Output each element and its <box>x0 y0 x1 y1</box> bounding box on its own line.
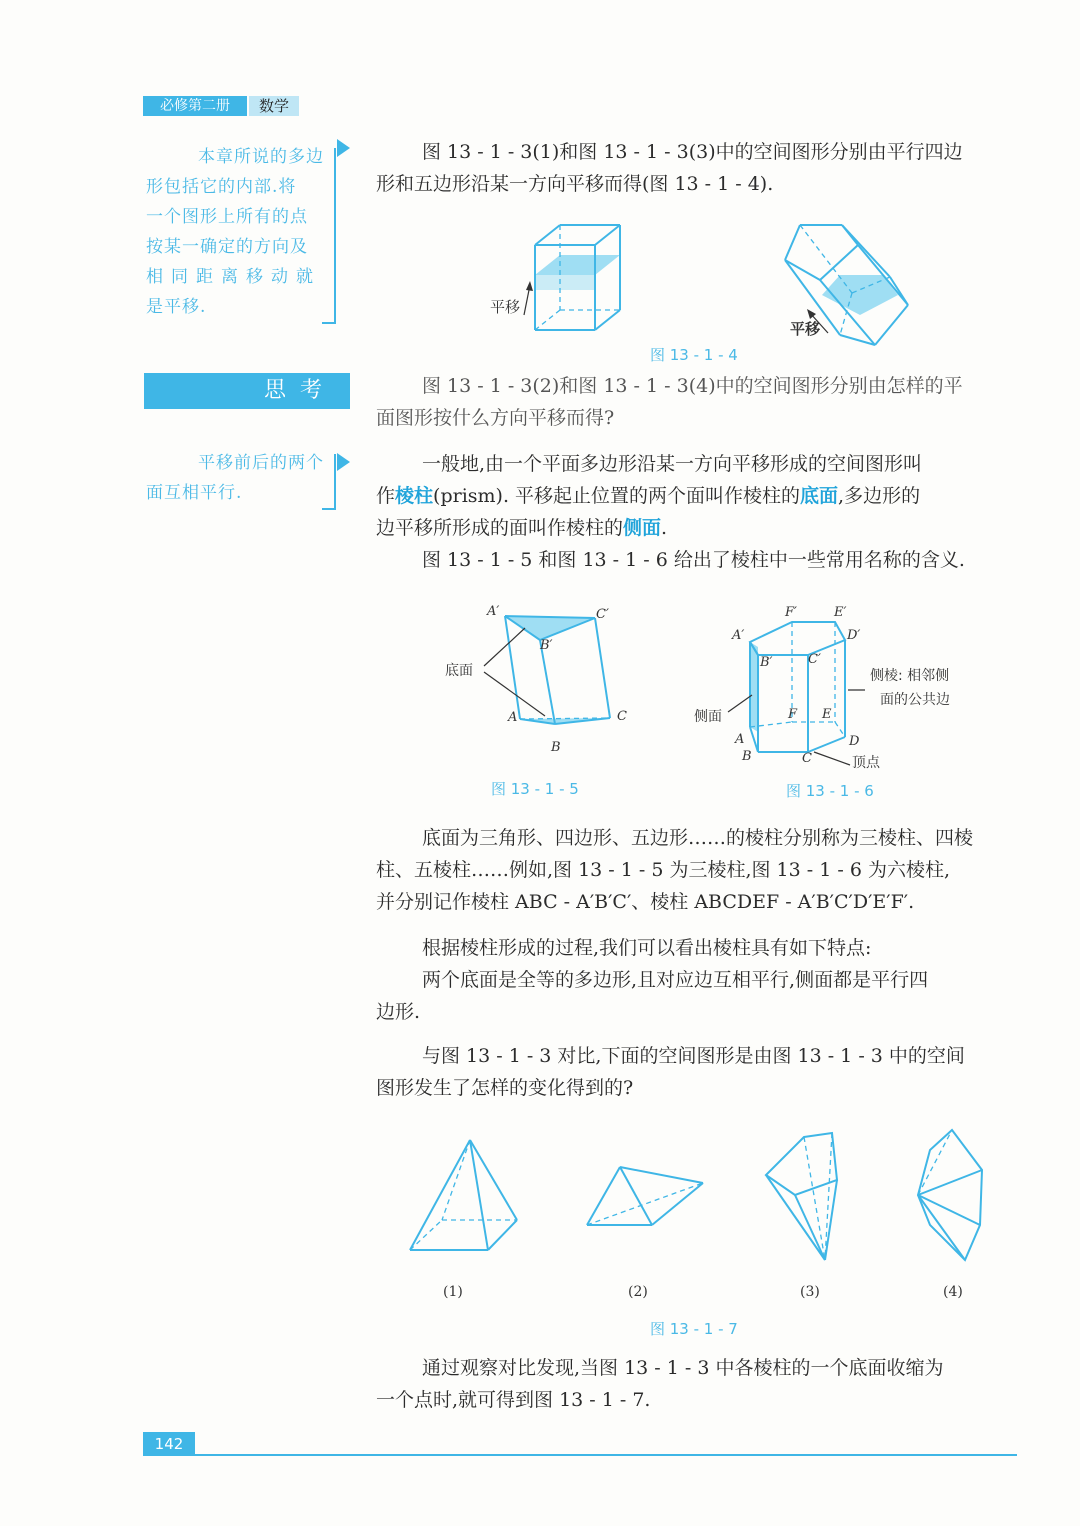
text: . <box>661 517 668 539</box>
vertex-label: B′ <box>540 638 553 653</box>
sidenote-line: 本章所说的多边 <box>198 147 324 167</box>
text-line: 通过观察对比发现,当图 13 - 1 - 3 中各棱柱的一个底面收缩为 <box>422 1357 944 1379</box>
vertex-label: A′ <box>732 628 745 643</box>
text-line: 与图 13 - 1 - 3 对比,下面的空间图形是由图 13 - 1 - 3 中的空间 <box>422 1045 965 1067</box>
text: 一般地,由一个平面多边形沿某一方向平移形成的空间图形叫 <box>422 453 923 475</box>
subfigure-label: (1) <box>443 1284 463 1300</box>
text-line: 根据棱柱形成的过程,我们可以看出棱柱具有如下特点: <box>422 937 872 959</box>
hexagonal-pyramid-shape <box>918 1130 982 1260</box>
vertex-label: B′ <box>760 655 773 670</box>
text-line: 面的公共边 <box>880 692 950 708</box>
vertex-label: C <box>617 709 627 724</box>
sidenote-line: 平移前后的两个 <box>198 453 324 473</box>
figure-caption: 图 13 - 1 - 4 <box>650 346 738 364</box>
sidenote-parallel <box>146 448 324 508</box>
think-heading: 思考 <box>144 373 350 409</box>
sidenote-pointer-icon <box>337 453 350 471</box>
vertex-label: C′ <box>808 652 821 667</box>
text-line: 形和五边形沿某一方向平移而得(图 13 - 1 - 4). <box>376 173 774 195</box>
book-title: 必修第二册 <box>143 96 247 116</box>
vertex-label: B <box>742 749 752 764</box>
vertex-label: D′ <box>847 628 861 643</box>
paragraph-names <box>376 822 1021 918</box>
text: 作 <box>376 485 396 507</box>
sidenote-translation <box>146 142 324 322</box>
label-translation-right: 平移 <box>790 320 821 338</box>
keyword-base: 底面 <box>800 485 839 507</box>
vertex-label: E <box>822 707 832 722</box>
sidenote-pointer-icon <box>337 139 350 157</box>
parallelepiped-shape <box>524 225 620 330</box>
label-base: 底面 <box>445 663 473 679</box>
paragraph-intro <box>376 136 1021 200</box>
text-line <box>376 544 1021 576</box>
figure-13-1-7-pyramids <box>400 1125 1000 1270</box>
vertex-label: A <box>735 732 745 747</box>
text-line: 侧棱: 相邻侧 <box>870 668 950 684</box>
label-translation-left: 平移 <box>490 298 521 316</box>
label-lateral-edge <box>870 664 950 712</box>
text-line: 图 13 - 1 - 3(1)和图 13 - 1 - 3(3)中的空间图形分别由平行四边 <box>422 141 963 163</box>
subfigure-label: (2) <box>628 1284 648 1300</box>
text-line: 面图形按什么方向平移而得? <box>376 407 615 429</box>
vertex-label: C <box>802 751 812 766</box>
vertex-label: A <box>508 710 518 725</box>
vertex-label: A′ <box>487 604 500 619</box>
triangular-pyramid-shape <box>587 1167 703 1225</box>
sidenote-line: 形包括它的内部.将 <box>146 177 297 197</box>
label-vertex: 顶点 <box>852 755 880 771</box>
vertex-label: B <box>551 740 561 755</box>
sidenote-bracket <box>322 454 336 510</box>
sidenote-line: 一个图形上所有的点 <box>146 207 308 227</box>
sidenote-line: 是平移. <box>146 297 207 317</box>
text-line <box>376 448 1021 480</box>
figure-13-1-5-triangular-prism <box>440 600 640 760</box>
subject-label: 数学 <box>249 96 299 116</box>
text: ,多边形的 <box>838 485 921 507</box>
figure-caption: 图 13 - 1 - 7 <box>650 1320 738 1338</box>
text-line: 图 13 - 1 - 3(2)和图 13 - 1 - 3(4)中的空间图形分别由怎样的平 <box>422 375 963 397</box>
paragraph-conclusion <box>376 1352 1021 1416</box>
page-number: 142 <box>143 1432 195 1456</box>
figure-caption: 图 13 - 1 - 5 <box>491 780 579 798</box>
sidenote-line: 相同距离移动就 <box>146 267 321 287</box>
text-line: 并分别记作棱柱 ABC - A′B′C′、棱柱 ABCDEF - A′B′C′D′E′F′. <box>376 891 915 913</box>
text-line: 边形. <box>376 1001 421 1023</box>
text: 图 13 - 1 - 5 和图 13 - 1 - 6 给出了棱柱中一些常用名称的含义. <box>422 549 965 571</box>
subfigure-label: (3) <box>800 1284 820 1300</box>
text-line: 底面为三角形、四边形、五边形……的棱柱分别称为三棱柱、四棱 <box>422 827 974 849</box>
figure-caption: 图 13 - 1 - 6 <box>786 782 874 800</box>
paragraph-compare <box>376 1040 1021 1104</box>
vertex-label: D <box>849 734 860 749</box>
keyword-lateral-face: 侧面 <box>623 517 662 539</box>
square-pyramid-shape <box>410 1140 517 1250</box>
text-line: 图形发生了怎样的变化得到的? <box>376 1077 634 1099</box>
paragraph-features <box>376 932 1021 1028</box>
text: (prism). 平移起止位置的两个面叫作棱柱的 <box>433 485 801 507</box>
sidenote-bracket <box>322 148 336 324</box>
text-line <box>376 480 1021 512</box>
vertex-label: F′ <box>785 605 797 620</box>
footer-rule <box>195 1454 1017 1456</box>
sidenote-line: 面互相平行. <box>146 483 243 503</box>
keyword-prism: 棱柱 <box>395 485 434 507</box>
vertex-label: C′ <box>596 607 609 622</box>
vertex-label: F <box>788 707 798 722</box>
think-question <box>376 370 1021 434</box>
subfigure-label: (4) <box>943 1284 963 1300</box>
text-line: 柱、五棱柱……例如,图 13 - 1 - 5 为三棱柱,图 13 - 1 - 6 为六棱柱, <box>376 859 950 881</box>
text-line: 两个底面是全等的多边形,且对应边互相平行,侧面都是平行四 <box>422 969 929 991</box>
text-line <box>376 512 1021 544</box>
text: 边平移所形成的面叫作棱柱的 <box>376 517 624 539</box>
figure-13-1-4 <box>480 215 940 350</box>
text-line: 一个点时,就可得到图 13 - 1 - 7. <box>376 1389 651 1411</box>
pentagonal-pyramid-shape <box>766 1133 837 1260</box>
figure-13-1-6-hexagonal-prism <box>690 600 900 770</box>
sidenote-line: 按某一确定的方向及 <box>146 237 308 257</box>
paragraph-definition <box>376 448 1021 576</box>
vertex-label: E′ <box>834 605 847 620</box>
label-lateral-face: 侧面 <box>694 709 722 725</box>
